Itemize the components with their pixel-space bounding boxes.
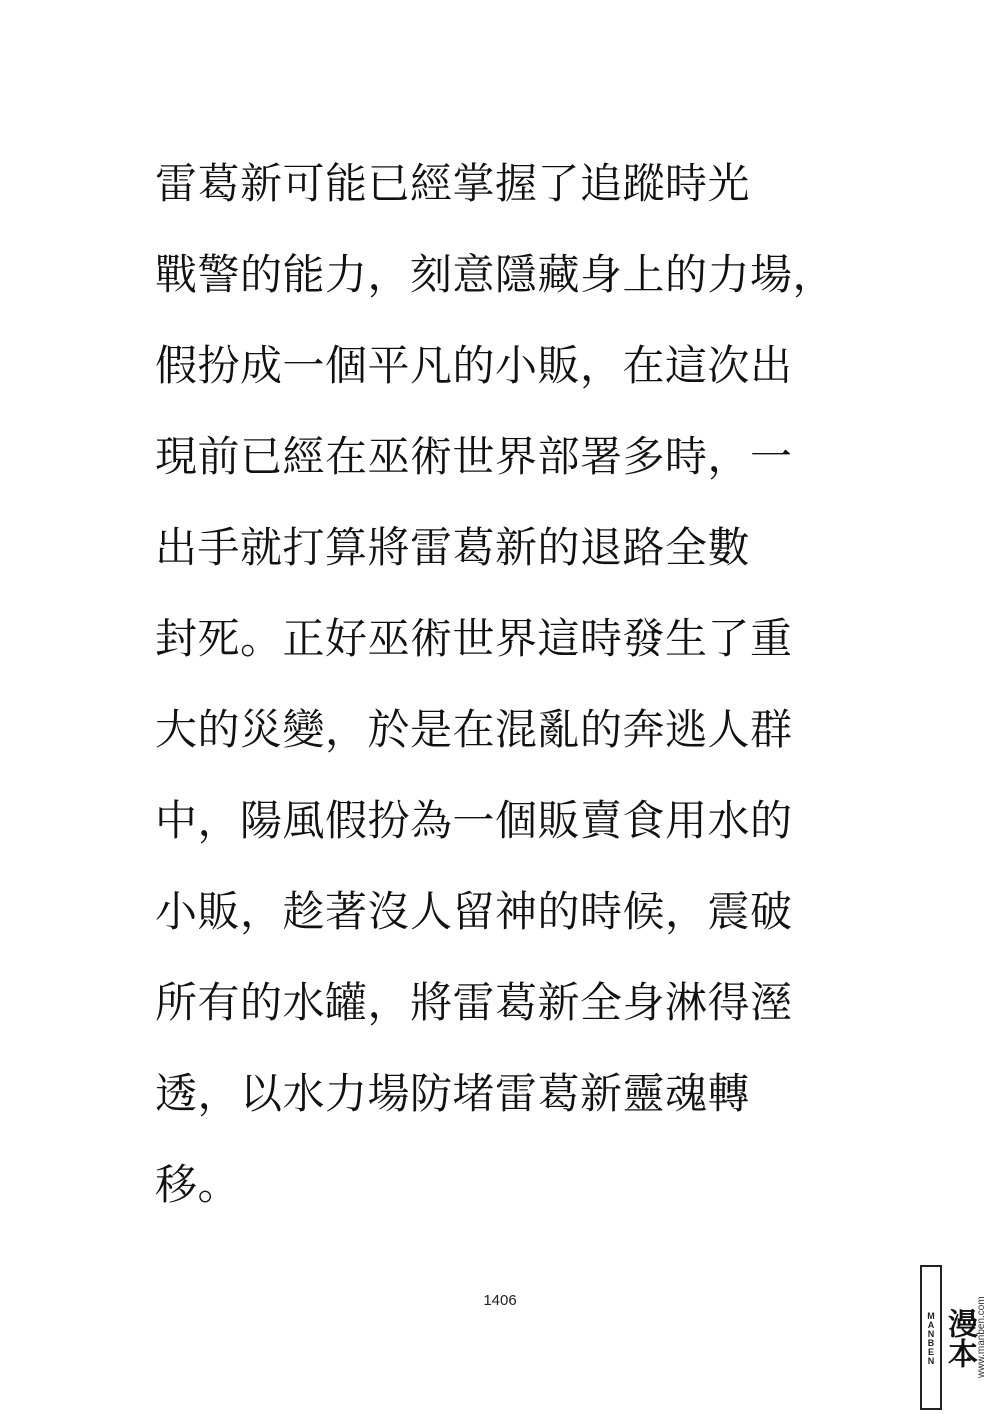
text-line-9: 小販，趁著沒人留神的時候，震破 [155, 887, 793, 936]
text-line-8: 中，陽風假扮為一個販賣食用水的 [155, 796, 793, 845]
text-line-1: 雷葛新可能已經掌握了追蹤時光 [155, 159, 751, 208]
watermark-url: www.manben.com [976, 1296, 987, 1379]
text-line-6: 封死。正好巫術世界這時發生了重 [155, 614, 793, 663]
text-line-4: 現前已經在巫術世界部署多時，一 [155, 432, 793, 481]
text-line-11: 透，以水力場防堵雷葛新靈魂轉 [155, 1069, 751, 1118]
watermark-box-text: MANBEN [920, 1265, 942, 1410]
text-line-5: 出手就打算將雷葛新的退路全數 [155, 523, 751, 572]
text-line-10: 所有的水罐，將雷葛新全身淋得溼 [155, 978, 793, 1027]
text-line-7: 大的災變，於是在混亂的奔逃人群 [155, 705, 793, 754]
watermark-logo-text: 漫本 [942, 1307, 977, 1368]
watermark-logo [920, 1262, 992, 1410]
text-line-2: 戰警的能力，刻意隱藏身上的力場， [155, 250, 836, 299]
text-line-12: 移。 [155, 1160, 241, 1209]
text-line-3: 假扮成一個平凡的小販，在這次出 [155, 341, 793, 390]
body-text [155, 138, 915, 1230]
page-number: 1406 [483, 1292, 517, 1309]
